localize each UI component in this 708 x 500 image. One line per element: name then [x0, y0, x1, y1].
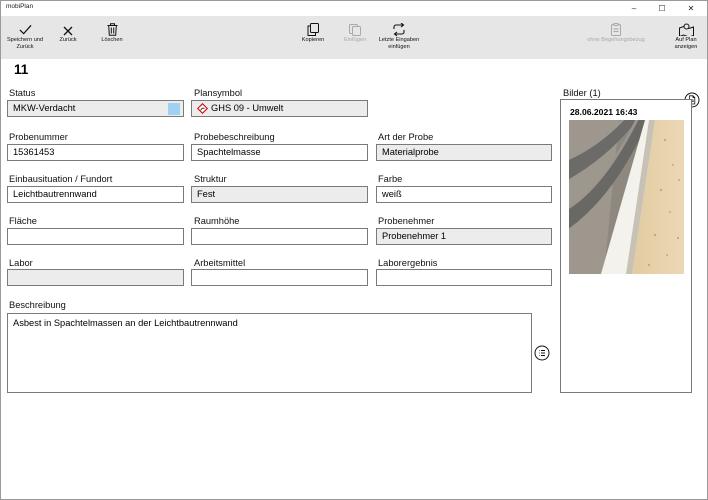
status-label: Status: [9, 88, 36, 98]
beschreibung-textarea[interactable]: Asbest in Spachtelmassen an der Leichtbautrennwand: [7, 313, 532, 393]
status-color-swatch: [168, 103, 180, 115]
farbe-input[interactable]: weiß: [376, 186, 552, 203]
copy-button[interactable]: [295, 16, 331, 59]
minimize-button[interactable]: –: [631, 4, 637, 13]
flaeche-input[interactable]: [7, 228, 184, 245]
without-inspection-label: ohne Begehungsbezug: [587, 37, 645, 43]
probebeschreibung-label: Probebeschreibung: [194, 132, 275, 142]
sample-photo-thumbnail[interactable]: [569, 120, 684, 274]
app-title: mobiPlan: [6, 3, 34, 10]
labor-label: Labor: [9, 258, 33, 268]
probennummer-label: Probenummer: [9, 132, 68, 142]
save-and-back-button[interactable]: [2, 16, 48, 59]
photo-gallery: [560, 99, 692, 393]
einbausituation-input[interactable]: Leichtbautrennwand: [7, 186, 184, 203]
art-der-probe-label: Art der Probe: [378, 132, 434, 142]
command-bar: [1, 16, 707, 59]
paste-last-entries-button[interactable]: [374, 16, 424, 59]
plansymbol-label: Plansymbol: [194, 88, 243, 98]
plansymbol-select[interactable]: [191, 100, 368, 117]
save-and-back-label-2: Zurück: [16, 44, 34, 50]
flaeche-label: Fläche: [9, 216, 37, 226]
save-and-back-label-1: Speichern und: [6, 37, 44, 43]
paste-last-label-1: Letzte Eingaben: [378, 37, 420, 43]
probenehmer-label: Probenehmer: [378, 216, 435, 226]
laborergebnis-input[interactable]: [376, 269, 552, 286]
struktur-select[interactable]: Fest: [191, 186, 368, 203]
delete-button[interactable]: [94, 16, 130, 59]
text-templates-list-icon[interactable]: [534, 345, 550, 361]
delete-label: Löschen: [101, 37, 123, 43]
repeat-icon: [392, 23, 406, 36]
trash-icon: [107, 23, 118, 36]
show-on-plan-label-1: Auf Plan: [675, 37, 697, 43]
close-x-icon: [63, 26, 73, 36]
arbeitsmittel-label: Arbeitsmittel: [194, 258, 246, 268]
copy-label: Kopieren: [301, 37, 325, 43]
title-bar: [1, 1, 707, 16]
clipboard-icon: [611, 23, 621, 36]
probenehmer-select[interactable]: Probenehmer 1: [376, 228, 552, 245]
show-on-plan-label-2: anzeigen: [674, 44, 698, 50]
record-number: 11: [14, 62, 29, 77]
probennummer-input[interactable]: 15361453: [7, 144, 184, 161]
art-der-probe-select[interactable]: Materialprobe: [376, 144, 552, 161]
gallery-label: Bilder (1): [563, 88, 601, 98]
einbausituation-label: Einbausituation / Fundort: [9, 174, 113, 184]
map-pin-icon: [679, 23, 694, 36]
paste-button[interactable]: [337, 16, 373, 59]
beschreibung-label: Beschreibung: [9, 300, 66, 310]
back-label: Zurück: [59, 37, 77, 43]
back-button[interactable]: [53, 16, 83, 59]
farbe-label: Farbe: [378, 174, 403, 184]
plansymbol-value: GHS 09 - Umwelt: [211, 103, 284, 113]
struktur-label: Struktur: [194, 174, 227, 184]
raumhoehe-label: Raumhöhe: [194, 216, 240, 226]
paste-label: Einfügen: [343, 37, 367, 43]
checkmark-icon: [19, 23, 32, 36]
without-inspection-button[interactable]: [579, 16, 653, 59]
show-on-plan-button[interactable]: [669, 16, 703, 59]
laborergebnis-label: Laborergebnis: [378, 258, 438, 268]
raumhoehe-input[interactable]: [191, 228, 368, 245]
ghs09-icon: [197, 103, 208, 114]
labor-select[interactable]: [7, 269, 184, 286]
copy-icon: [307, 23, 319, 36]
maximize-button[interactable]: ☐: [658, 4, 666, 13]
paste-icon: [349, 23, 361, 36]
arbeitsmittel-input[interactable]: [191, 269, 368, 286]
status-select[interactable]: [7, 100, 184, 117]
close-button[interactable]: ✕: [687, 4, 695, 13]
photo-date: 28.06.2021 16:43: [570, 107, 638, 117]
status-value: MKW-Verdacht: [13, 103, 76, 113]
paste-last-label-2: einfügen: [388, 44, 410, 50]
probebeschreibung-input[interactable]: Spachtelmasse: [191, 144, 368, 161]
